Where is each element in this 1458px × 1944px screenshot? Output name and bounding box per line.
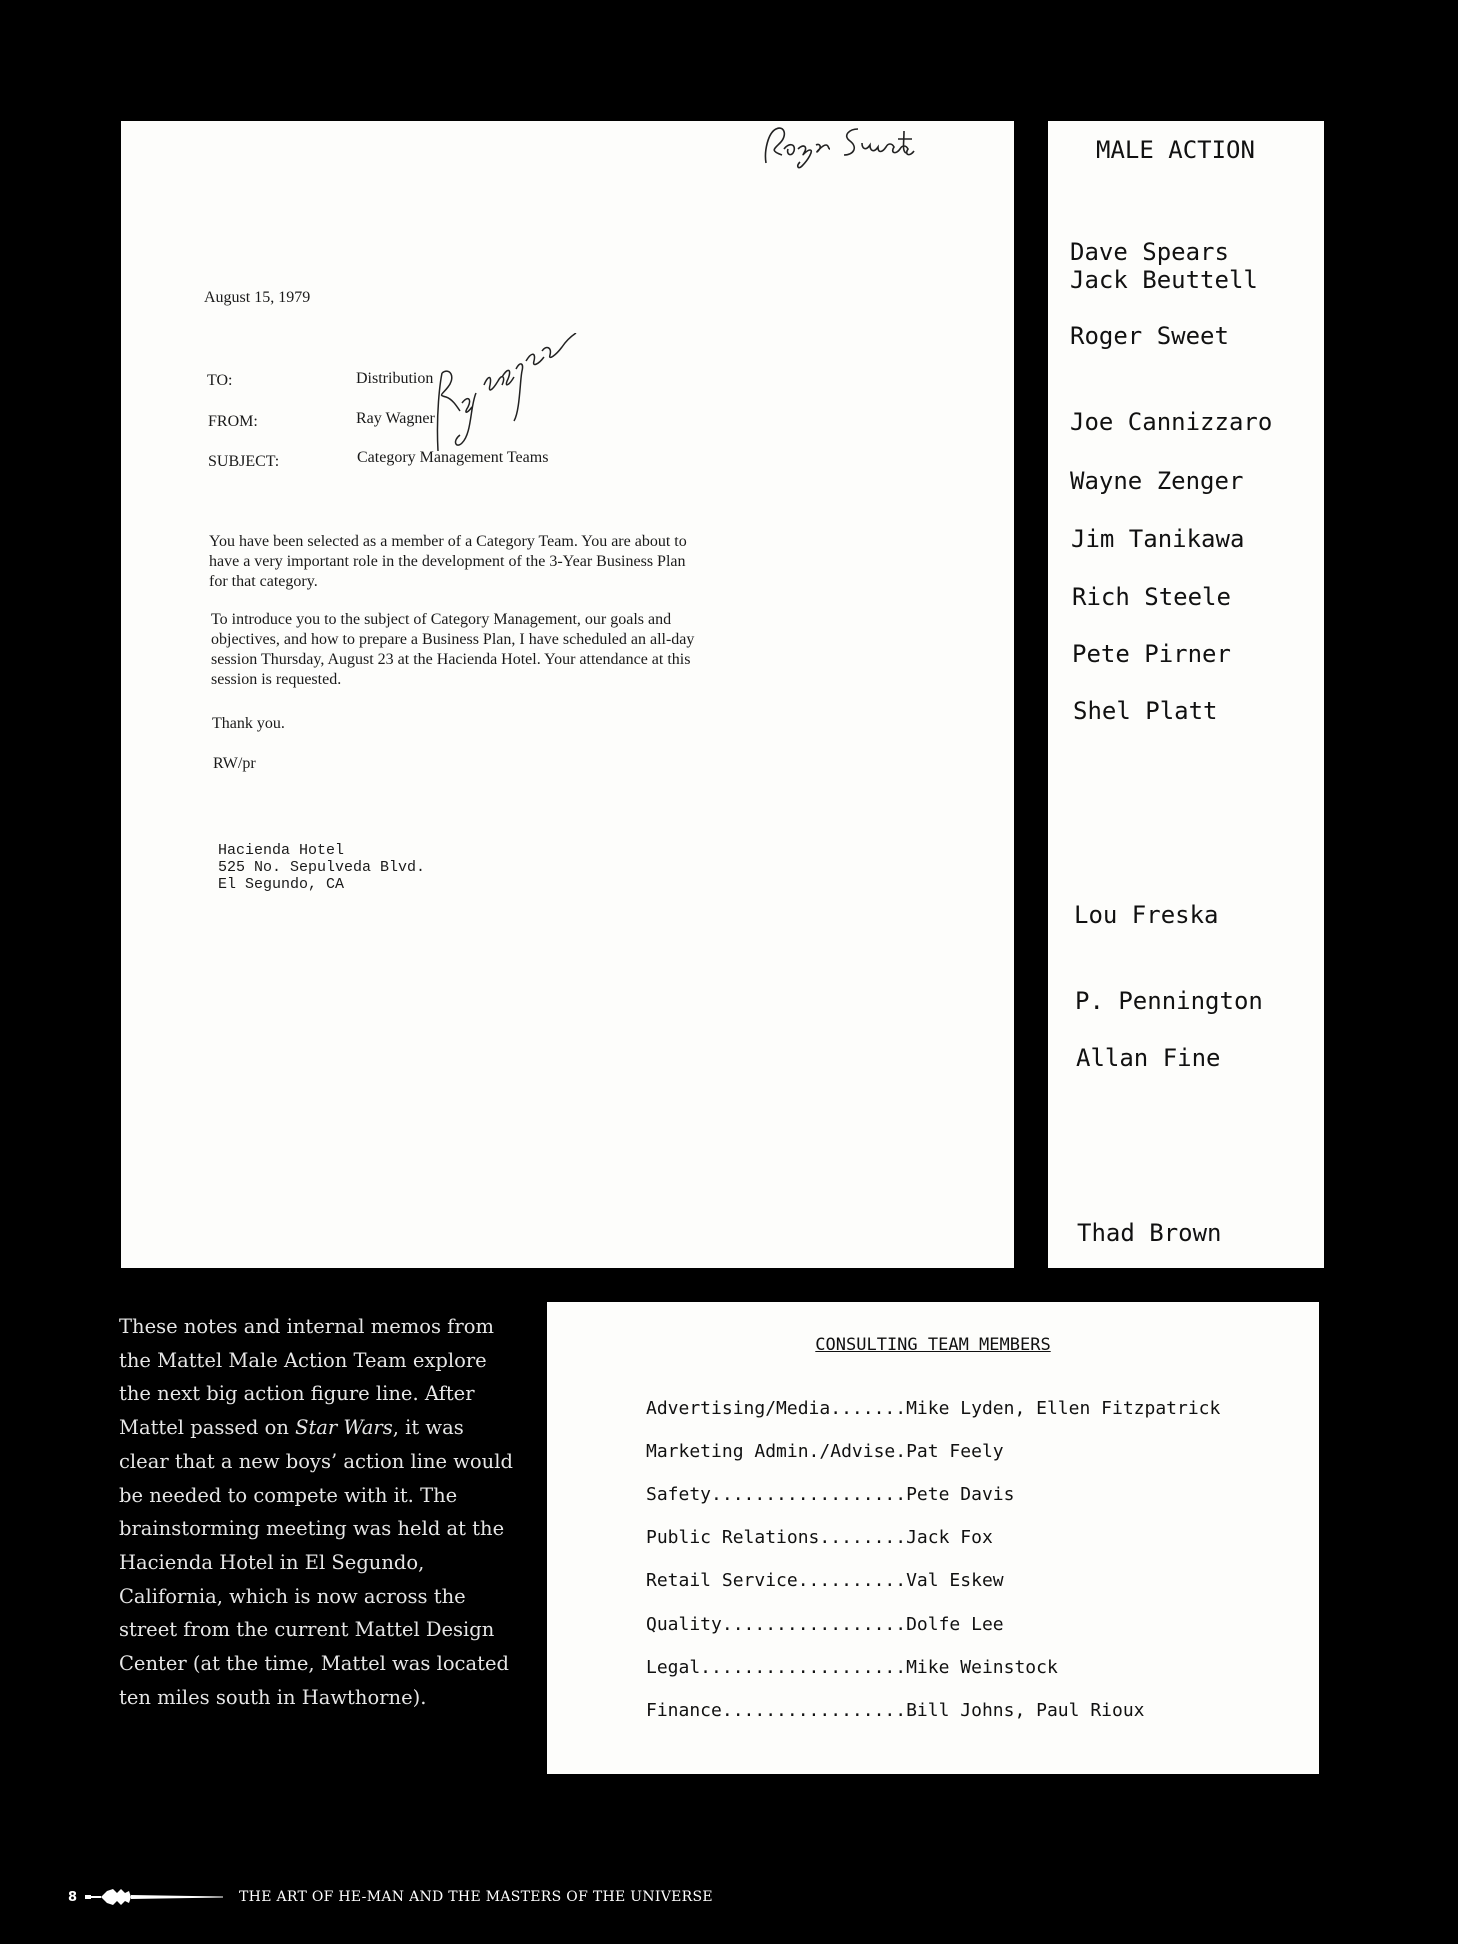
memo-from-label: FROM: [208, 413, 258, 430]
memo-paragraph1-line3: for that category. [209, 573, 318, 590]
sword-icon [85, 1887, 225, 1907]
memo-date: August 15, 1979 [204, 289, 311, 306]
memo-initials: RW/pr [213, 755, 256, 772]
male-action-name: Wayne Zenger [1070, 467, 1244, 495]
caption-part: These notes and internal memos from the Mattel Male Action Team explore the next big action figure line. After Mattel passed on [119, 1315, 494, 1440]
memo-subject-label: SUBJECT: [208, 453, 280, 470]
male-action-title: MALE ACTION [1096, 136, 1255, 164]
male-action-name: Lou Freska [1074, 901, 1219, 929]
consulting-row: Quality.................Dolfe Lee [646, 1614, 1004, 1635]
male-action-name: Jack Beuttell [1070, 266, 1258, 294]
memo-address-line3: El Segundo, CA [218, 876, 345, 893]
consulting-row: Retail Service..........Val Eskew [646, 1570, 1004, 1591]
consulting-row: Finance.................Bill Johns, Paul Rioux [646, 1700, 1145, 1721]
consulting-title [547, 1335, 1319, 1355]
consulting-team-document [547, 1302, 1319, 1774]
memo-to-value: Distribution [356, 370, 434, 387]
book-title: THE ART OF HE-MAN AND THE MASTERS OF THE UNIVERSE [239, 1889, 713, 1905]
memo-from-value: Ray Wagner [356, 410, 435, 427]
male-action-name: P. Pennington [1075, 987, 1263, 1015]
memo-paragraph1-line2: have a very important role in the development of the 3-Year Business Plan [209, 553, 686, 570]
caption-text [119, 1310, 519, 1714]
memo-closing: Thank you. [212, 715, 285, 732]
consulting-row: Safety..................Pete Davis [646, 1484, 1015, 1505]
male-action-name: Joe Cannizzaro [1070, 408, 1273, 436]
memo-address-line1: Hacienda Hotel [218, 842, 345, 859]
consulting-row: Public Relations........Jack Fox [646, 1527, 993, 1548]
consulting-title-text: CONSULTING TEAM MEMBERS [815, 1335, 1051, 1355]
roger-sweet-signature [754, 121, 934, 181]
memo-to-label: TO: [207, 372, 233, 389]
page-number: 8 [68, 1889, 78, 1905]
consulting-row: Legal...................Mike Weinstock [646, 1657, 1058, 1678]
male-action-name: Shel Platt [1073, 697, 1218, 725]
male-action-list [1048, 121, 1324, 1268]
consulting-row: Marketing Admin./Advise.Pat Feely [646, 1441, 1004, 1462]
male-action-name: Dave Spears [1070, 238, 1229, 266]
memo-paragraph2-line4: session is requested. [211, 671, 342, 688]
page-footer [68, 1887, 713, 1907]
male-action-name: Allan Fine [1076, 1044, 1221, 1072]
memo-subject-value: Category Management Teams [357, 449, 549, 466]
male-action-name: Roger Sweet [1070, 322, 1229, 350]
memo-paragraph2-line3: session Thursday, August 23 at the Hacienda Hotel. Your attendance at this [211, 651, 691, 668]
caption-italic-title: Star Wars [295, 1416, 393, 1440]
memo-paragraph2-line1: To introduce you to the subject of Category Management, our goals and [211, 611, 672, 628]
caption-part: , it was clear that a new boys’ action line would be needed to compete with it. The brainstorming meeting was held at the Hacienda Hotel in El Segundo, California, which is now across the street from the current Mattel Design Center (at the time, Mattel was located ten miles south in Hawthorne). [119, 1416, 513, 1709]
memo-paragraph1-line1: You have been selected as a member of a Category Team. You are about to [209, 533, 687, 550]
consulting-row: Advertising/Media.......Mike Lyden, Ellen Fitzpatrick [646, 1398, 1221, 1419]
memo-address-line2: 525 No. Sepulveda Blvd. [218, 859, 426, 876]
male-action-name: Jim Tanikawa [1071, 525, 1245, 553]
male-action-name: Pete Pirner [1072, 640, 1231, 668]
male-action-name: Rich Steele [1072, 583, 1231, 611]
male-action-name: Thad Brown [1077, 1219, 1222, 1247]
ray-wagner-signature [418, 333, 588, 463]
memo-paragraph2-line2: objectives, and how to prepare a Business Plan, I have scheduled an all-day [211, 631, 695, 648]
memo-document [121, 121, 1014, 1268]
